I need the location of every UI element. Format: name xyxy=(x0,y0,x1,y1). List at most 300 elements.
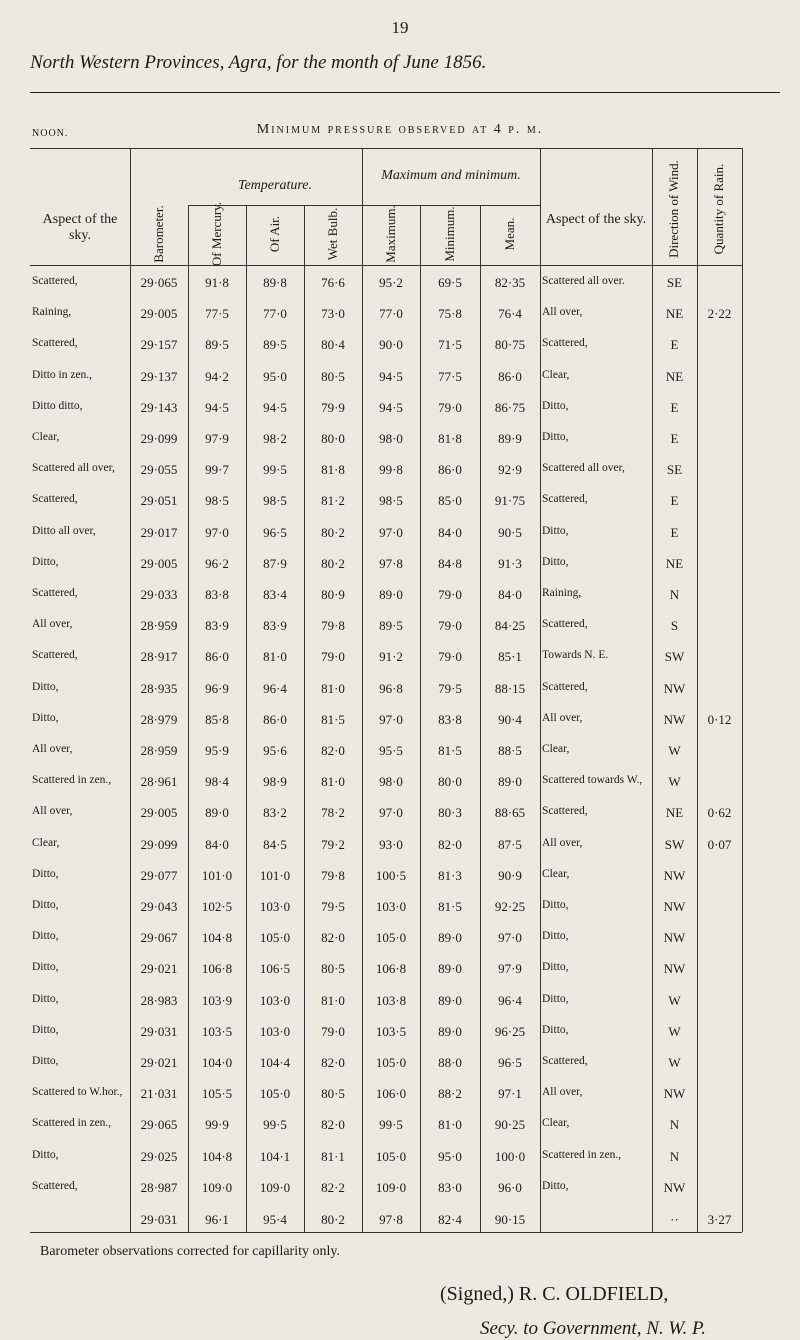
row-22-mean: 97·0 xyxy=(498,930,522,946)
row-4-aspect-noon: Ditto in zen., xyxy=(32,368,93,381)
row-25-min: 89·0 xyxy=(438,1023,462,1039)
row-29-aspect-noon: Ditto, xyxy=(32,1148,59,1161)
row-3-wind: E xyxy=(670,337,679,353)
header-quantity-rain: Quantity of Rain. xyxy=(711,163,726,255)
table-right-edge xyxy=(742,148,743,1232)
row-9-air: 96·5 xyxy=(263,524,287,540)
row-30-mean: 96·0 xyxy=(498,1179,522,1195)
row-29-max: 105·0 xyxy=(375,1148,407,1164)
row-1-mean: 82·35 xyxy=(494,275,526,290)
header-max-min: Maximum and minimum. xyxy=(381,168,521,183)
row-12-max: 89·5 xyxy=(379,618,403,634)
row-6-mercury: 97·9 xyxy=(205,431,229,446)
row-3-air: 89·5 xyxy=(263,337,287,353)
row-11-wet: 80·9 xyxy=(321,587,345,602)
row-6-aspect-noon: Clear, xyxy=(32,431,60,443)
row-5-mean: 86·75 xyxy=(494,399,526,415)
row-16-aspect-pm: Clear, xyxy=(542,743,570,755)
row-25-max: 103·5 xyxy=(375,1023,407,1039)
row-16-wet: 82·0 xyxy=(321,743,345,758)
row-23-mercury: 106·8 xyxy=(201,961,233,977)
row-29-min: 95·0 xyxy=(438,1148,462,1164)
row-14-mercury: 96·9 xyxy=(205,680,229,696)
row-18-rain: 0·62 xyxy=(707,805,732,821)
row-10-air: 87·9 xyxy=(263,555,287,571)
row-9-mercury: 97·0 xyxy=(205,524,229,540)
row-27-aspect-pm: All over, xyxy=(542,1086,583,1099)
row-1-wet: 76·6 xyxy=(321,275,345,290)
header-direction-wind: Direction of Wind. xyxy=(666,160,681,258)
row-24-barometer: 28·983 xyxy=(140,992,178,1008)
row-8-air: 98·5 xyxy=(263,493,287,509)
row-6-aspect-pm: Ditto, xyxy=(542,431,569,443)
row-7-barometer: 29·055 xyxy=(140,462,178,478)
row-17-mean: 89·0 xyxy=(498,774,522,790)
row-1-aspect-noon: Scattered, xyxy=(32,275,78,287)
row-16-aspect-noon: All over, xyxy=(32,743,73,755)
header-wet-bulb: Wet Bulb. xyxy=(325,207,340,261)
row-5-air: 94·5 xyxy=(263,399,287,415)
row-8-aspect-pm: Scattered, xyxy=(542,493,588,506)
row-7-air: 99·5 xyxy=(263,462,287,478)
row-26-max: 105·0 xyxy=(375,1055,407,1070)
row-17-aspect-noon: Scattered in zen., xyxy=(32,774,112,787)
row-26-wet: 82·0 xyxy=(321,1055,345,1070)
row-28-mean: 90·25 xyxy=(494,1117,526,1133)
row-17-air: 98·9 xyxy=(263,774,287,790)
row-18-mean: 88·65 xyxy=(494,805,526,821)
row-18-aspect-pm: Scattered, xyxy=(542,805,588,818)
row-2-min: 75·8 xyxy=(438,306,462,322)
row-13-wet: 79·0 xyxy=(321,649,345,665)
row-18-wet: 78·2 xyxy=(321,805,345,821)
row-19-min: 82·0 xyxy=(438,836,462,852)
row-1-aspect-pm: Scattered all over. xyxy=(542,275,625,287)
row-10-aspect-pm: Ditto, xyxy=(542,555,569,568)
row-24-wind: W xyxy=(668,992,681,1008)
row-9-max: 97·0 xyxy=(379,524,403,540)
row-4-wind: NE xyxy=(665,368,684,384)
row-30-max: 109·0 xyxy=(375,1179,407,1195)
row-15-wind: NW xyxy=(663,711,686,727)
row-13-wind: SW xyxy=(664,649,685,665)
row-9-wet: 80·2 xyxy=(321,524,345,540)
row-1-air: 89·8 xyxy=(263,275,287,290)
row-21-wind: NW xyxy=(663,899,686,914)
row-25-aspect-pm: Ditto, xyxy=(542,1023,569,1036)
row-11-mean: 84·0 xyxy=(498,587,522,602)
row-27-air: 105·0 xyxy=(259,1086,291,1102)
row-19-aspect-noon: Clear, xyxy=(32,836,60,849)
row-27-mercury: 105·5 xyxy=(201,1086,233,1102)
row-21-max: 103·0 xyxy=(375,899,407,914)
row-21-aspect-pm: Ditto, xyxy=(542,899,569,911)
row-5-min: 79·0 xyxy=(438,399,462,415)
row-11-aspect-noon: Scattered, xyxy=(32,587,78,599)
row-19-wind: SW xyxy=(664,836,685,852)
row-18-air: 83·2 xyxy=(263,805,287,821)
row-27-wet: 80·5 xyxy=(321,1086,345,1102)
row-27-min: 88·2 xyxy=(438,1086,462,1102)
row-8-wind: E xyxy=(670,493,679,509)
row-9-min: 84·0 xyxy=(438,524,462,540)
row-1-wind: SE xyxy=(666,275,683,290)
row-25-wind: W xyxy=(668,1023,681,1039)
row-24-aspect-pm: Ditto, xyxy=(542,992,569,1005)
row-23-max: 106·8 xyxy=(375,961,407,977)
row-25-mercury: 103·5 xyxy=(201,1023,233,1039)
row-8-wet: 81·2 xyxy=(321,493,345,509)
row-4-barometer: 29·137 xyxy=(140,368,178,384)
row-13-mean: 85·1 xyxy=(498,649,522,665)
row-30-wet: 82·2 xyxy=(321,1179,345,1195)
row-16-air: 95·6 xyxy=(263,743,287,758)
row-11-mercury: 83·8 xyxy=(205,587,229,602)
row-21-mean: 92·25 xyxy=(494,899,526,914)
row-3-mercury: 89·5 xyxy=(205,337,229,353)
row-3-barometer: 29·157 xyxy=(140,337,178,353)
row-1-mercury: 91·8 xyxy=(205,275,229,290)
row-15-air: 86·0 xyxy=(263,711,287,727)
row-22-barometer: 29·067 xyxy=(140,930,178,946)
row-21-mercury: 102·5 xyxy=(201,899,233,914)
row-10-min: 84·8 xyxy=(438,555,462,571)
row-12-mercury: 83·9 xyxy=(205,618,229,634)
row-8-max: 98·5 xyxy=(379,493,403,509)
header-barometer: Barometer. xyxy=(151,205,166,263)
row-8-aspect-noon: Scattered, xyxy=(32,493,78,506)
row-22-wet: 82·0 xyxy=(321,930,345,946)
totals-rain: 3·27 xyxy=(707,1212,732,1227)
signature-line: (Signed,) R. C. OLDFIELD, xyxy=(440,1283,669,1305)
row-28-wind: N xyxy=(669,1117,680,1133)
row-24-max: 103·8 xyxy=(375,992,407,1008)
row-12-barometer: 28·959 xyxy=(140,618,178,634)
row-3-max: 90·0 xyxy=(379,337,403,353)
row-23-wind: NW xyxy=(663,961,686,977)
header-aspect-right: Aspect of the sky. xyxy=(545,212,647,227)
row-16-wind: W xyxy=(668,743,681,758)
row-28-barometer: 29·065 xyxy=(140,1117,178,1133)
row-4-aspect-pm: Clear, xyxy=(542,368,570,381)
row-20-barometer: 29·077 xyxy=(140,867,178,883)
row-1-max: 95·2 xyxy=(379,275,403,290)
row-29-wind: N xyxy=(669,1148,680,1164)
row-8-mercury: 98·5 xyxy=(205,493,229,509)
row-22-aspect-noon: Ditto, xyxy=(32,930,59,943)
row-11-air: 83·4 xyxy=(263,587,287,602)
row-25-mean: 96·25 xyxy=(494,1023,526,1039)
row-30-air: 109·0 xyxy=(259,1179,291,1195)
row-25-aspect-noon: Ditto, xyxy=(32,1023,59,1036)
row-11-wind: N xyxy=(669,587,680,602)
row-4-max: 94·5 xyxy=(379,368,403,384)
row-23-mean: 97·9 xyxy=(498,961,522,977)
row-8-barometer: 29·051 xyxy=(140,493,178,509)
row-10-mercury: 96·2 xyxy=(205,555,229,571)
table-bottom-rule xyxy=(30,1232,742,1233)
row-27-barometer: 21·031 xyxy=(140,1086,178,1102)
row-24-air: 103·0 xyxy=(259,992,291,1008)
row-15-mean: 90·4 xyxy=(498,711,522,727)
row-11-barometer: 29·033 xyxy=(140,587,178,602)
row-13-max: 91·2 xyxy=(379,649,403,665)
row-8-mean: 91·75 xyxy=(494,493,526,509)
row-20-aspect-noon: Ditto, xyxy=(32,867,59,880)
row-16-mean: 88·5 xyxy=(498,743,522,758)
row-23-air: 106·5 xyxy=(259,961,291,977)
row-22-mercury: 104·8 xyxy=(201,930,233,946)
row-23-wet: 80·5 xyxy=(321,961,345,977)
row-27-max: 106·0 xyxy=(375,1086,407,1102)
row-4-air: 95·0 xyxy=(263,368,287,384)
title-rule xyxy=(30,92,780,93)
row-6-wind: E xyxy=(670,431,679,446)
row-20-mean: 90·9 xyxy=(498,867,522,883)
row-13-mercury: 86·0 xyxy=(205,649,229,665)
row-24-mean: 96·4 xyxy=(498,992,522,1008)
row-28-wet: 82·0 xyxy=(321,1117,345,1133)
column-divider xyxy=(540,148,541,1232)
row-30-min: 83·0 xyxy=(438,1179,462,1195)
row-20-min: 81·3 xyxy=(438,867,462,883)
row-2-mean: 76·4 xyxy=(498,306,522,322)
row-11-aspect-pm: Raining, xyxy=(542,587,582,599)
totals-mean: 90·15 xyxy=(494,1212,526,1227)
row-10-wind: NE xyxy=(665,555,684,571)
row-10-max: 97·8 xyxy=(379,555,403,571)
office-line: Secy. to Government, N. W. P. xyxy=(480,1318,706,1339)
row-25-wet: 79·0 xyxy=(321,1023,345,1039)
row-23-aspect-pm: Ditto, xyxy=(542,961,569,974)
row-26-mean: 96·5 xyxy=(498,1055,522,1070)
totals-air: 95·4 xyxy=(263,1212,287,1227)
row-30-aspect-pm: Ditto, xyxy=(542,1179,569,1192)
row-14-wind: NW xyxy=(663,680,686,696)
row-23-aspect-noon: Ditto, xyxy=(32,961,59,974)
row-14-aspect-pm: Scattered, xyxy=(542,680,588,693)
row-25-air: 103·0 xyxy=(259,1023,291,1039)
row-30-wind: NW xyxy=(663,1179,686,1195)
row-29-aspect-pm: Scattered in zen., xyxy=(542,1148,622,1161)
row-6-mean: 89·9 xyxy=(498,431,522,446)
row-20-wind: NW xyxy=(663,867,686,883)
row-29-air: 104·1 xyxy=(259,1148,291,1164)
section-banner: Minimum pressure observed at 4 p. m. xyxy=(256,122,544,137)
row-14-wet: 81·0 xyxy=(321,680,345,696)
row-26-air: 104·4 xyxy=(259,1055,291,1070)
row-19-wet: 79·2 xyxy=(321,836,345,852)
row-17-barometer: 28·961 xyxy=(140,774,178,790)
row-20-max: 100·5 xyxy=(375,867,407,883)
row-13-barometer: 28·917 xyxy=(140,649,178,665)
row-14-air: 96·4 xyxy=(263,680,287,696)
row-16-max: 95·5 xyxy=(379,743,403,758)
row-29-mercury: 104·8 xyxy=(201,1148,233,1164)
row-6-min: 81·8 xyxy=(438,431,462,446)
row-20-wet: 79·8 xyxy=(321,867,345,883)
header-of-air: Of Air. xyxy=(267,215,282,253)
row-13-aspect-pm: Towards N. E. xyxy=(542,649,609,662)
row-7-mean: 92·9 xyxy=(498,462,522,478)
header-maximum: Maximum. xyxy=(383,205,398,263)
totals-wind: ·· xyxy=(670,1212,679,1227)
row-13-min: 79·0 xyxy=(438,649,462,665)
row-20-air: 101·0 xyxy=(259,867,291,883)
row-2-aspect-pm: All over, xyxy=(542,306,583,319)
row-17-min: 80·0 xyxy=(438,774,462,790)
row-16-barometer: 28·959 xyxy=(140,743,178,758)
row-12-air: 83·9 xyxy=(263,618,287,634)
row-22-aspect-pm: Ditto, xyxy=(542,930,569,943)
row-7-max: 99·8 xyxy=(379,462,403,478)
row-27-aspect-noon: Scattered to W.hor., xyxy=(32,1086,123,1099)
row-4-min: 77·5 xyxy=(438,368,462,384)
row-15-aspect-noon: Ditto, xyxy=(32,711,59,724)
row-7-min: 86·0 xyxy=(438,462,462,478)
row-4-wet: 80·5 xyxy=(321,368,345,384)
row-17-wind: W xyxy=(668,774,681,790)
row-2-wet: 73·0 xyxy=(321,306,345,322)
row-19-aspect-pm: All over, xyxy=(542,836,583,849)
row-20-mercury: 101·0 xyxy=(201,867,233,883)
row-6-wet: 80·0 xyxy=(321,431,345,446)
row-12-wet: 79·8 xyxy=(321,618,345,634)
row-21-aspect-noon: Ditto, xyxy=(32,899,59,911)
header-minimum: Minimum. xyxy=(442,206,457,262)
row-19-max: 93·0 xyxy=(379,836,403,852)
row-28-min: 81·0 xyxy=(438,1117,462,1133)
row-15-aspect-pm: All over, xyxy=(542,711,583,724)
row-11-max: 89·0 xyxy=(379,587,403,602)
row-5-aspect-noon: Ditto ditto, xyxy=(32,399,83,412)
totals-max: 97·8 xyxy=(379,1212,403,1227)
row-2-aspect-noon: Raining, xyxy=(32,306,72,319)
row-26-aspect-pm: Scattered, xyxy=(542,1055,588,1067)
row-4-mercury: 94·2 xyxy=(205,368,229,384)
row-14-aspect-noon: Ditto, xyxy=(32,680,59,693)
row-10-mean: 91·3 xyxy=(498,555,522,571)
row-20-aspect-pm: Clear, xyxy=(542,867,570,880)
row-15-max: 97·0 xyxy=(379,711,403,727)
row-1-min: 69·5 xyxy=(438,275,462,290)
row-14-max: 96·8 xyxy=(379,680,403,696)
row-5-barometer: 29·143 xyxy=(140,399,178,415)
row-7-mercury: 99·7 xyxy=(205,462,229,478)
row-17-mercury: 98·4 xyxy=(205,774,229,790)
row-2-mercury: 77·5 xyxy=(205,306,229,322)
row-19-mercury: 84·0 xyxy=(205,836,229,852)
row-15-mercury: 85·8 xyxy=(205,711,229,727)
row-15-wet: 81·5 xyxy=(321,711,345,727)
row-30-barometer: 28·987 xyxy=(140,1179,178,1195)
row-15-min: 83·8 xyxy=(438,711,462,727)
header-of-mercury: Of Mercury. xyxy=(209,201,224,267)
row-28-max: 99·5 xyxy=(379,1117,403,1133)
row-1-barometer: 29·065 xyxy=(140,275,178,290)
row-7-wet: 81·8 xyxy=(321,462,345,478)
row-19-mean: 87·5 xyxy=(498,836,522,852)
row-18-min: 80·3 xyxy=(438,805,462,821)
row-16-mercury: 95·9 xyxy=(205,743,229,758)
row-2-barometer: 29·005 xyxy=(140,306,178,322)
row-9-mean: 90·5 xyxy=(498,524,522,540)
row-6-air: 98·2 xyxy=(263,431,287,446)
row-2-rain: 2·22 xyxy=(707,306,732,322)
row-21-min: 81·5 xyxy=(438,899,462,914)
row-22-wind: NW xyxy=(663,930,686,946)
row-26-min: 88·0 xyxy=(438,1055,462,1070)
row-5-mercury: 94·5 xyxy=(205,399,229,415)
row-27-mean: 97·1 xyxy=(498,1086,522,1102)
row-26-wind: W xyxy=(668,1055,681,1070)
row-24-min: 89·0 xyxy=(438,992,462,1008)
row-29-mean: 100·0 xyxy=(494,1148,526,1164)
row-17-aspect-pm: Scattered towards W., xyxy=(542,774,643,787)
row-9-aspect-noon: Ditto all over, xyxy=(32,524,96,537)
row-3-min: 71·5 xyxy=(438,337,462,353)
row-2-wind: NE xyxy=(665,306,684,322)
row-5-aspect-pm: Ditto, xyxy=(542,399,569,412)
row-12-aspect-pm: Scattered, xyxy=(542,618,588,631)
noon-label: NOON. xyxy=(32,128,69,139)
row-28-air: 99·5 xyxy=(263,1117,287,1133)
row-26-barometer: 29·021 xyxy=(140,1055,178,1070)
row-7-wind: SE xyxy=(666,462,683,478)
row-30-mercury: 109·0 xyxy=(201,1179,233,1195)
row-23-barometer: 29·021 xyxy=(140,961,178,977)
row-26-aspect-noon: Ditto, xyxy=(32,1055,59,1067)
row-18-mercury: 89·0 xyxy=(205,805,229,821)
row-18-aspect-noon: All over, xyxy=(32,805,73,818)
row-24-mercury: 103·9 xyxy=(201,992,233,1008)
row-13-air: 81·0 xyxy=(263,649,287,665)
row-3-wet: 80·4 xyxy=(321,337,345,353)
row-7-aspect-noon: Scattered all over, xyxy=(32,462,115,475)
row-3-aspect-pm: Scattered, xyxy=(542,337,588,350)
row-18-barometer: 29·005 xyxy=(140,805,178,821)
row-17-wet: 81·0 xyxy=(321,774,345,790)
row-22-min: 89·0 xyxy=(438,930,462,946)
totals-min: 82·4 xyxy=(438,1212,462,1227)
row-5-max: 94·5 xyxy=(379,399,403,415)
row-3-mean: 80·75 xyxy=(494,337,526,353)
row-5-wet: 79·9 xyxy=(321,399,345,415)
row-28-aspect-noon: Scattered in zen., xyxy=(32,1117,112,1130)
row-21-air: 103·0 xyxy=(259,899,291,914)
header-temperature: Temperature. xyxy=(237,178,313,193)
table-top-rule xyxy=(30,148,742,149)
row-21-wet: 79·5 xyxy=(321,899,345,914)
row-8-min: 85·0 xyxy=(438,493,462,509)
page-title: North Western Provinces, Agra, for the month of June 1856. xyxy=(30,52,487,73)
row-10-wet: 80·2 xyxy=(321,555,345,571)
page-number: 19 xyxy=(391,18,409,37)
totals-barometer: 29·031 xyxy=(140,1212,178,1227)
row-4-mean: 86·0 xyxy=(498,368,522,384)
totals-wet: 80·2 xyxy=(321,1212,345,1227)
row-12-wind: S xyxy=(670,618,679,634)
row-22-air: 105·0 xyxy=(259,930,291,946)
row-14-mean: 88·15 xyxy=(494,680,526,696)
row-30-aspect-noon: Scattered, xyxy=(32,1179,78,1192)
footnote: Barometer observations corrected for capillarity only. xyxy=(40,1244,340,1259)
row-9-wind: E xyxy=(670,524,679,540)
row-23-min: 89·0 xyxy=(438,961,462,977)
row-29-barometer: 29·025 xyxy=(140,1148,178,1164)
row-12-mean: 84·25 xyxy=(494,618,526,634)
row-3-aspect-noon: Scattered, xyxy=(32,337,78,350)
